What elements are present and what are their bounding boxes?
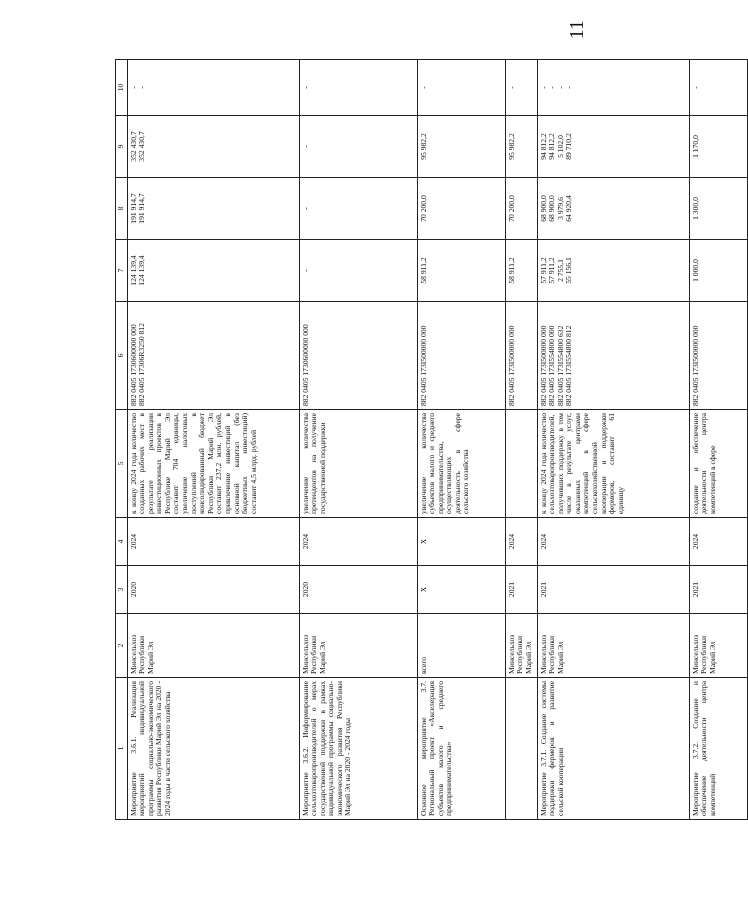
cell-line: 191 914,7 [137, 193, 147, 224]
cell-line: - [300, 145, 310, 148]
table-row [299, 60, 417, 820]
cell-line: 1 300,0 [690, 197, 700, 220]
table-row [505, 60, 537, 820]
cell-c8 [537, 178, 689, 240]
cell-c10 [689, 60, 747, 116]
cell-c5: увеличение количества субъектов малого и среднего предпринимательства, осуществляющих деятельность в сфере сельского хозяйства [417, 410, 505, 518]
cell-c1: Мероприятие 3.7.1. Создание системы поддержки фермеров и развитие сельской кооперации [537, 678, 689, 820]
column-header: 9 [116, 116, 128, 178]
cell-c10 [417, 60, 505, 116]
cell-c2: Минсельхоз Республики Марий Эл [505, 614, 537, 678]
table-body [127, 60, 747, 820]
cell-line: 5 102,0 [555, 135, 565, 158]
cell-c5: к концу 2024 года количество созданных рабочих мест в результате реализации инвестиционных проектов в Республике Марий Эл составит 704 единицы, увеличение налоговых поступлений в консолидированный бюджет Республики Марий Эл составит 237,2 млн. рублей, привлечение инвестиций в основной капитал (без бюджетных инвестиций) составит 4,5 млрд. рублей [127, 410, 299, 518]
cell-line: 882 0405 1730600000 000 [128, 324, 138, 406]
cell-line: 882 0405 173I500000 000 [538, 325, 548, 406]
cell-c10 [505, 60, 537, 116]
cell-line: 882 0405 17306R3250 812 [137, 323, 147, 406]
cell-line: 882 0405 173I554800 812 [564, 325, 574, 406]
cell-line: - [137, 86, 147, 89]
cell-c3: 2021 [537, 566, 689, 614]
cell-c8 [299, 178, 417, 240]
cell-c8 [505, 178, 537, 240]
cell-c1: Основное мероприятие 3.7. Региональный проект «Акселерация субъектов малого и среднего предпринимательства» [417, 678, 505, 820]
table-row [537, 60, 689, 820]
cell-c5: увеличение количества претендентов на получение государственной поддержки [299, 410, 417, 518]
header-row [116, 60, 128, 820]
cell-c2: всего [417, 614, 505, 678]
cell-c10 [537, 60, 689, 116]
cell-c9 [299, 116, 417, 178]
cell-line: 58 911,2 [418, 257, 428, 284]
cell-line: 352 430,7 [128, 131, 138, 162]
cell-c7 [689, 240, 747, 302]
program-measures-table [115, 59, 748, 820]
cell-c10 [299, 60, 417, 116]
cell-line: 882 0405 173I554800 632 [555, 325, 565, 406]
column-header: 8 [116, 178, 128, 240]
cell-c10 [127, 60, 299, 116]
cell-line: 882 0405 173I554800 000 [547, 325, 557, 406]
cell-c8 [689, 178, 747, 240]
cell-c4: X [417, 518, 505, 566]
cell-line: - [128, 86, 138, 89]
cell-c1: Мероприятие 3.6.2. Информирование сельхозтоваропроизводителей о мерах государственной поддержки в рамках индивидуальной программы социально-экономического развития Республики Марий Эл на 2020 - 2024 годы [299, 678, 417, 820]
cell-line: 68 900,0 [547, 195, 557, 222]
cell-c2: Минсельхоз Республики Марий Эл [127, 614, 299, 678]
cell-line: 64 920,4 [564, 195, 574, 222]
cell-line: - [418, 86, 428, 89]
cell-c3: 2021 [505, 566, 537, 614]
cell-c6 [537, 302, 689, 410]
table-row [127, 60, 299, 820]
cell-c4: 2024 [299, 518, 417, 566]
cell-line: 70 200,0 [506, 195, 516, 222]
cell-line: - [506, 86, 516, 89]
cell-line: 58 911,2 [506, 257, 516, 284]
cell-line: 882 0405 173I500000 000 [690, 325, 700, 406]
cell-c5: создание и обеспечение деятельности центра компетенций в сфере [689, 410, 747, 518]
cell-line: 94 812,2 [538, 133, 548, 160]
cell-c3: X [417, 566, 505, 614]
cell-line: - [555, 86, 565, 89]
cell-c6 [689, 302, 747, 410]
cell-c2: Минсельхоз Республики Марий Эл [689, 614, 747, 678]
cell-c4: 2024 [127, 518, 299, 566]
cell-c9 [537, 116, 689, 178]
cell-line: 89 710,2 [564, 133, 574, 160]
column-header: 6 [116, 302, 128, 410]
cell-c3: 2020 [127, 566, 299, 614]
cell-line: - [300, 86, 310, 89]
cell-c7 [299, 240, 417, 302]
cell-c6 [299, 302, 417, 410]
cell-line: 55 156,1 [564, 257, 574, 284]
cell-line: - [564, 86, 574, 89]
cell-c7 [127, 240, 299, 302]
cell-c7 [537, 240, 689, 302]
cell-line: 57 911,2 [547, 257, 557, 284]
column-header: 5 [116, 410, 128, 518]
cell-c2: Минсельхоз Республики Марий Эл [299, 614, 417, 678]
cell-line: 1 170,0 [690, 135, 700, 158]
cell-line: 191 914,7 [128, 193, 138, 224]
cell-line: 124 139,4 [137, 255, 147, 286]
cell-c9 [127, 116, 299, 178]
cell-c6 [417, 302, 505, 410]
table-row [417, 60, 505, 820]
column-header: 7 [116, 240, 128, 302]
cell-c1 [505, 678, 537, 820]
cell-line: - [300, 207, 310, 210]
cell-line: 882 0405 173I500000 000 [418, 325, 428, 406]
cell-line: 95 982,2 [418, 133, 428, 160]
cell-c5 [505, 410, 537, 518]
rotated-table-container [115, 60, 717, 820]
cell-line: 352 430,7 [137, 131, 147, 162]
cell-line: 3 979,6 [555, 197, 565, 220]
cell-line: - [547, 86, 557, 89]
cell-line: 2 755,1 [555, 259, 565, 282]
cell-c6 [127, 302, 299, 410]
cell-c4: 2024 [689, 518, 747, 566]
cell-c3: 2021 [689, 566, 747, 614]
column-header: 10 [116, 60, 128, 116]
cell-c9 [505, 116, 537, 178]
cell-line: - [690, 86, 700, 89]
cell-c8 [417, 178, 505, 240]
cell-c9 [417, 116, 505, 178]
page-number: 11 [566, 20, 588, 40]
column-header: 1 [116, 678, 128, 820]
cell-line: - [538, 86, 548, 89]
cell-line: 882 0405 1730600000 000 [300, 324, 310, 406]
table-row [689, 60, 747, 820]
cell-c7 [417, 240, 505, 302]
cell-c2: Минсельхоз Республики Марий Эл [537, 614, 689, 678]
cell-c1: Мероприятие 3.7.2. Создание и обеспечение деятельности центра компетенций [689, 678, 747, 820]
cell-line: 68 900,0 [538, 195, 548, 222]
cell-c9 [689, 116, 747, 178]
cell-line: 57 911,2 [538, 257, 548, 284]
cell-c8 [127, 178, 299, 240]
cell-line: 1 000,0 [690, 259, 700, 282]
cell-c6 [505, 302, 537, 410]
cell-c4: 2024 [537, 518, 689, 566]
cell-line: 95 982,2 [506, 133, 516, 160]
column-header: 2 [116, 614, 128, 678]
cell-c3: 2020 [299, 566, 417, 614]
cell-c1: Мероприятие 3.6.1. Реализация мероприятий индивидуальной программы социально-экономического развития Республики Марий Эл на 2020 - 2024 годы в части сельского хозяйства [127, 678, 299, 820]
cell-line: - [300, 269, 310, 272]
cell-line: 124 139,4 [128, 255, 138, 286]
column-header: 4 [116, 518, 128, 566]
cell-c7 [505, 240, 537, 302]
cell-c5: к концу 2024 года количество сельхозтоваропроизводителей, получивших поддержку в том числе в результате услуг, оказанных центрами компетенций в сфере сельскохозяйственной кооперации и поддержки фермеров, составит 61 единицу [537, 410, 689, 518]
cell-c4: 2024 [505, 518, 537, 566]
column-header: 3 [116, 566, 128, 614]
cell-line: 94 812,2 [547, 133, 557, 160]
cell-line: 882 0405 173I500000 000 [506, 325, 516, 406]
cell-line: 70 200,0 [418, 195, 428, 222]
